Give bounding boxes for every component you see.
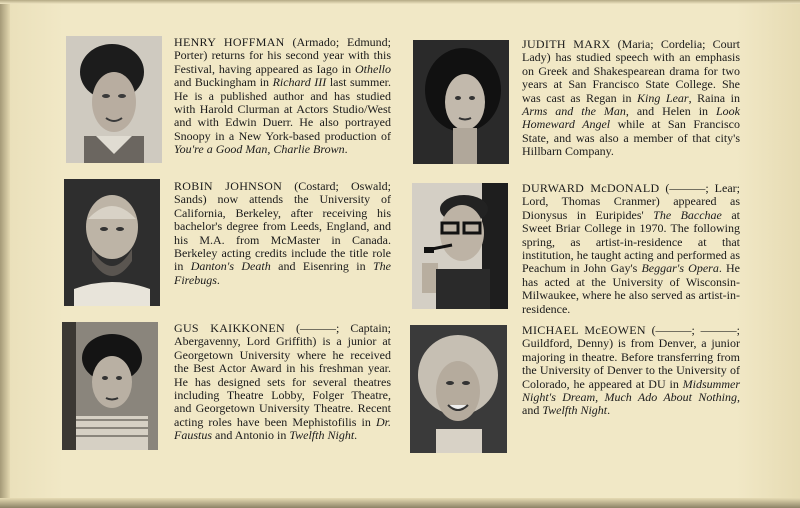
actor-name: GUS KAIKKONEN	[174, 321, 285, 335]
portrait-photo-mceowen	[410, 325, 507, 453]
portrait-photo-marx	[413, 40, 509, 164]
bio-kaikkonen: GUS KAIKKONEN (———; Captain; Abergavenny, Lord Griffith) is a junior at Georgetown University where he received the Best Actor Award in his freshman year. He has designed sets for several theatres including Theatre Lobby, Folger Theatre, and Georgetown University Theatre. Recent acting roles have been Mephistofilis in Dr. Faustus and Antonio in Twelfth Night.	[174, 321, 391, 443]
page-edge-left	[0, 0, 10, 508]
bio-marx: JUDITH MARX (Maria; Cordelia; Court Lady) has studied speech with an emphasis on Greek and Shakespearean drama for two years at San Francisco State College. She was cast as Regan in King Lear, Raina in Arms and the Man, and Helen in Look Homeward Angel while at San Francisco State, and was also a member of that city's Hillbarn Company.	[522, 37, 741, 159]
actor-name: DURWARD McDONALD	[522, 181, 660, 195]
actor-name: HENRY HOFFMAN	[174, 35, 285, 49]
portrait-photo-johnson	[64, 179, 160, 306]
page-edge-bottom	[0, 498, 800, 508]
actor-name: MICHAEL McEOWEN	[522, 323, 646, 337]
bio-mcdonald: DURWARD McDONALD (———; Lear; Lord, Thomas Cranmer) appeared as Dionysus in Euripides' The Bacchae at Sweet Briar College in 1970. The following spring, as artist-in-residence at that institution, he taught acting and performed as Peachum in John Gay's Beggar's Opera. He has acted at the University of Wisconsin-Milwaukee, where he also served as artist-in-residence.	[522, 181, 740, 316]
actor-name: ROBIN JOHNSON	[174, 179, 283, 193]
portrait-photo-kaikkonen	[62, 322, 158, 450]
page-edge-top	[0, 0, 800, 4]
actor-name: JUDITH MARX	[522, 37, 611, 51]
bio-johnson: ROBIN JOHNSON (Costard; Oswald; Sands) now attends the University of California, Berkeley, after receiving his bachelor's degree from Leeds, England, and his M.A. from McMaster in Canada. Berkeley acting credits include the title role in Danton's Death and Eisenring in The Firebugs.	[174, 179, 391, 287]
portrait-photo-hoffman	[66, 36, 162, 163]
portrait-photo-mcdonald	[412, 183, 508, 309]
bio-hoffman: HENRY HOFFMAN (Armado; Edmund; Porter) returns for his second year with this Festival, having appeared as Iago in Othello and Buckingham in Richard III last summer. He is a published author and has studied with Harold Clurman at Actors Studio/West and with Edwin Duerr. He also portrayed Snoopy in a New York-based production of You're a Good Man, Charlie Brown.	[174, 35, 392, 157]
bio-mceowen: MICHAEL McEOWEN (———; ———; Guildford, Denny) is from Denver, a junior majoring in theatre. Before transferring from the University of Denver to the University of Colorado, he appeared at DU in Midsummer Night's Dream, Much Ado About Nothing, and Twelfth Night.	[522, 323, 740, 418]
